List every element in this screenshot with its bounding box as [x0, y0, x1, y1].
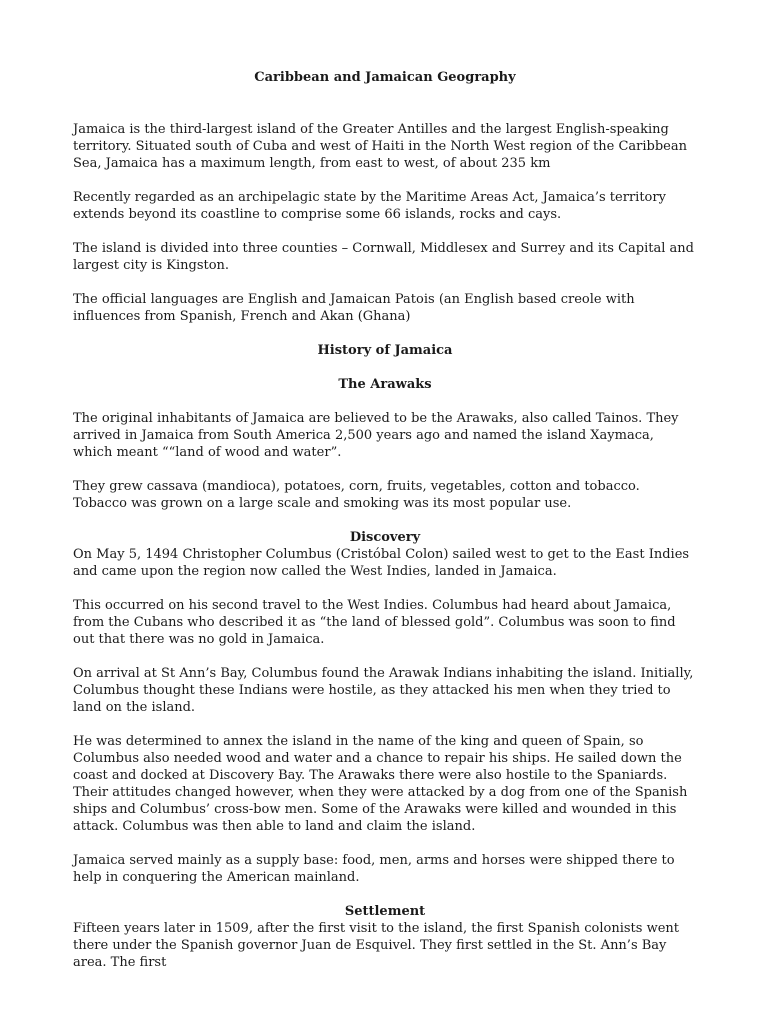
arawaks-paragraph-1: The original inhabitants of Jamaica are believed to be the Arawaks, also called Tainos. They arrived in Jamaica from South America 2,500 years ago and named the island Xaymaca, which meant ““land of wood and water”.	[73, 411, 679, 460]
discovery-paragraph-2: This occurred on his second travel to the West Indies. Columbus had heard about Jamaica, from the Cubans who described it as “the land of blessed gold”. Columbus was soon to find out that there was no gold in Jamaica.	[73, 598, 676, 647]
arawaks-heading: The Arawaks	[338, 377, 432, 392]
discovery-paragraph-5: Jamaica served mainly as a supply base: food, men, arms and horses were shipped there to help in conquering the American mainland.	[73, 853, 675, 885]
settlement-paragraph-1: Fifteen years later in 1509, after the first visit to the island, the first Spanish colonists went there under the Spanish governor Juan de Esquivel. They first settled in the St. Ann’s Bay area. The first	[73, 921, 680, 970]
geography-paragraph-2: Recently regarded as an archipelagic state by the Maritime Areas Act, Jamaica’s territory extends beyond its coastline to comprise some 66 islands, rocks and cays.	[73, 190, 666, 222]
discovery-paragraph-1: On May 5, 1494 Christopher Columbus (Cristóbal Colon) sailed west to get to the East Indies and came upon the region now called the West Indies, landed in Jamaica.	[73, 547, 690, 579]
history-heading: History of Jamaica	[317, 343, 453, 358]
geography-paragraph-1: Jamaica is the third-largest island of the Greater Antilles and the largest English-speaking territory. Situated south of Cuba and west of Haiti in the North West region of the Caribbean Sea, Jamaica has a maximum length, from east to west, of about 235 km	[73, 122, 687, 171]
discovery-heading: Discovery	[349, 530, 421, 545]
geography-paragraph-3: The island is divided into three counties – Cornwall, Middlesex and Surrey and its Capital and largest city is Kingston.	[73, 241, 694, 273]
document-title: Caribbean and Jamaican Geography	[254, 70, 516, 85]
document-body	[73, 69, 697, 971]
geography-paragraph-4: The official languages are English and Jamaican Patois (an English based creole with influences from Spanish, French and Akan (Ghana)	[73, 292, 635, 324]
discovery-paragraph-4: He was determined to annex the island in the name of the king and queen of Spain, so Columbus also needed wood and water and a chance to repair his ships. He sailed down the coast and docked at Discovery Bay. The Arawaks there were also hostile to the Spaniards. Their attitudes changed however, when they were attacked by a dog from one of the Spanish ships and Columbus’ cross-bow men. Some of the Arawaks were killed and wounded in this attack. Columbus was then able to land and claim the island.	[73, 734, 688, 834]
discovery-paragraph-3: On arrival at St Ann’s Bay, Columbus found the Arawak Indians inhabiting the island. Initially, Columbus thought these Indians were hostile, as they attacked his men when they tried to land on the island.	[73, 666, 694, 715]
settlement-heading: Settlement	[344, 904, 426, 919]
arawaks-paragraph-2: They grew cassava (mandioca), potatoes, corn, fruits, vegetables, cotton and tobacco. Tobacco was grown on a large scale and smoking was its most popular use.	[73, 479, 640, 511]
